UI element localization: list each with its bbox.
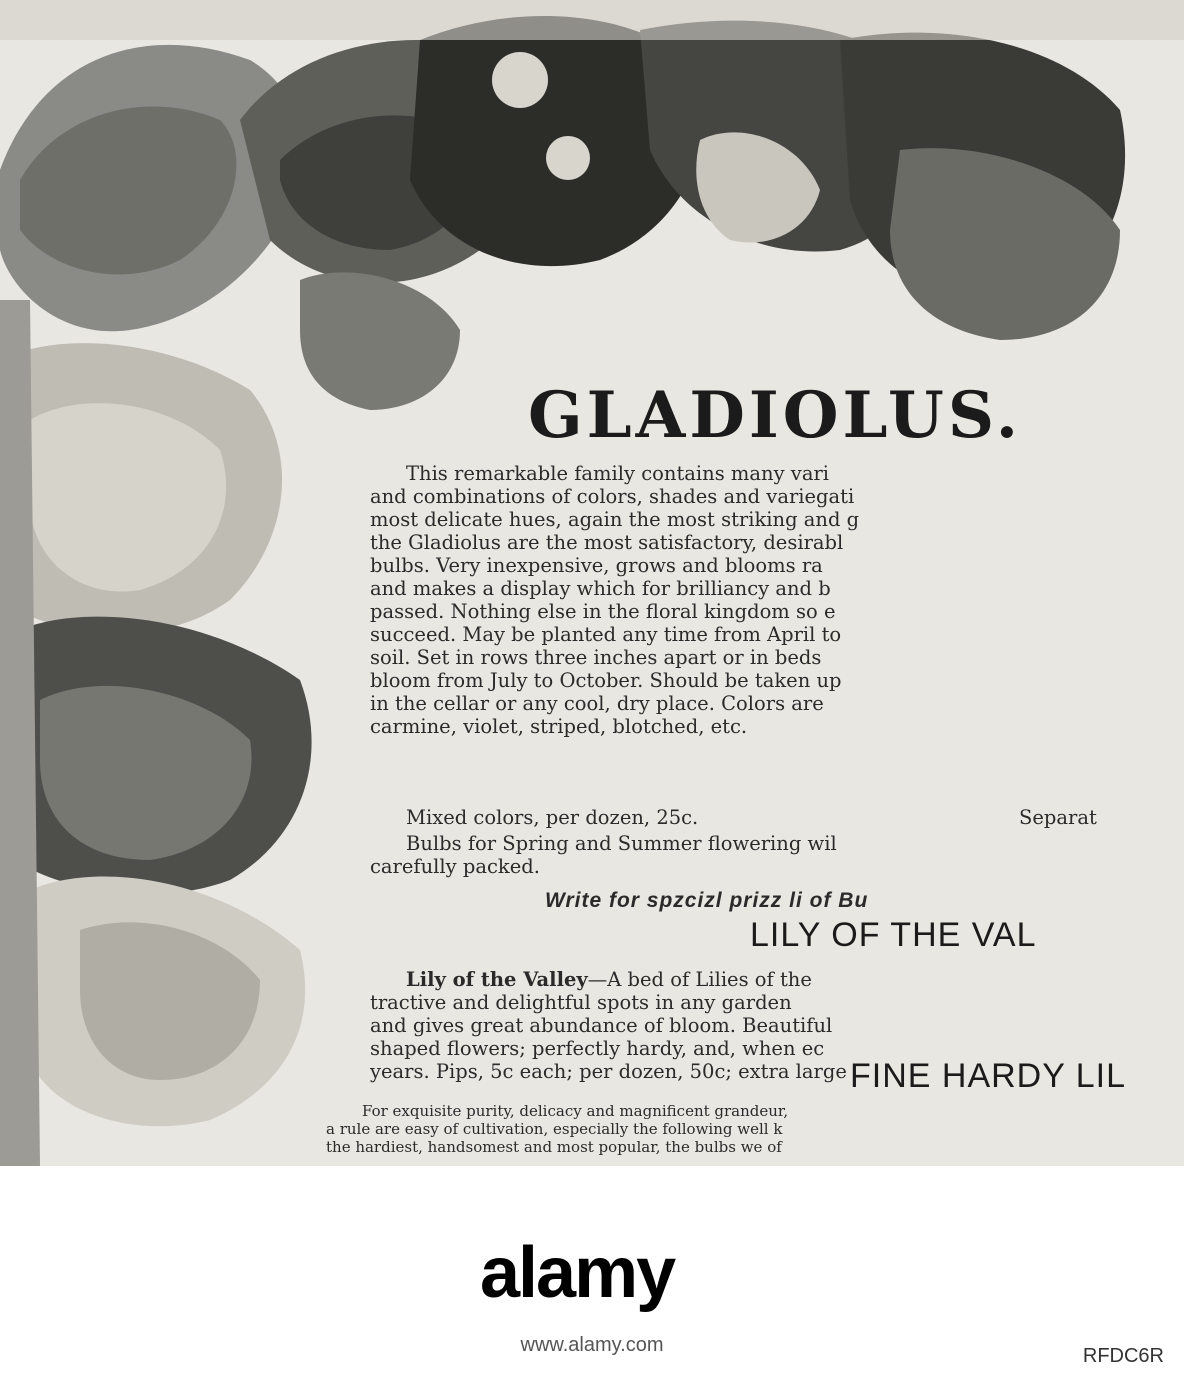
spring-note: Bulbs for Spring and Summer flowering wil	[406, 832, 837, 855]
alamy-logo: alamy	[480, 1233, 675, 1313]
page-title: GLADIOLUS.	[528, 378, 1023, 453]
text-line: years. Pips, 5c each; per dozen, 50c; extra large	[370, 1060, 847, 1083]
text-line: For exquisite purity, delicacy and magnificent grandeur,	[362, 1102, 789, 1120]
text-line: and gives great abundance of bloom. Beautiful	[370, 1014, 833, 1037]
price-mixed: Mixed colors, per dozen, 25c.	[406, 806, 699, 829]
text-line: bulbs. Very inexpensive, grows and blooms ra	[370, 554, 823, 577]
price-separate: Separat	[1019, 806, 1097, 829]
watermark-url: www.alamy.com	[520, 1334, 664, 1356]
text-line: succeed. May be planted any time from April to	[370, 623, 842, 646]
top-row-flowers	[240, 16, 1125, 410]
text-line	[370, 968, 847, 991]
text-line: the hardiest, handsomest and most popular, the bulbs we of	[326, 1138, 782, 1156]
text-line: and combinations of colors, shades and variegati	[370, 485, 855, 508]
hardy-lilies-description	[326, 1102, 788, 1156]
lily-lead: Lily of the Valley	[406, 968, 588, 991]
text-line: the Gladiolus are the most satisfactory, desirabl	[370, 531, 844, 554]
text-line: bloom from July to October. Should be taken up	[370, 669, 842, 692]
lily-line-0: —A bed of Lilies of the	[587, 968, 812, 991]
text-line: This remarkable family contains many vari	[406, 462, 830, 485]
text-line: shaped flowers; perfectly hardy, and, when ec	[370, 1037, 825, 1060]
lily-heading: LILY OF THE VAL	[750, 916, 1037, 954]
text-line: passed. Nothing else in the floral kingdom so e	[370, 600, 836, 623]
image-id: RFDC6R	[1082, 1345, 1164, 1367]
write-for-price-list: Write for spzcizl prizz li of Bu	[545, 889, 869, 912]
lily-description	[370, 968, 847, 1083]
text-line: carmine, violet, striped, blotched, etc.	[370, 715, 748, 738]
hardy-lilies-heading: FINE HARDY LIL	[850, 1057, 1127, 1095]
packed-note: carefully packed.	[370, 855, 540, 878]
gladiolus-description	[370, 462, 1184, 738]
text-line: a rule are easy of cultivation, especially the following well k	[326, 1120, 783, 1138]
text-line: and makes a display which for brilliancy and b	[370, 577, 831, 600]
text-line: in the cellar or any cool, dry place. Colors are	[370, 692, 824, 715]
text-line: tractive and delightful spots in any garden	[370, 991, 792, 1014]
text-line: most delicate hues, again the most striking and g	[370, 508, 860, 531]
text-line: soil. Set in rows three inches apart or in beds	[370, 646, 822, 669]
